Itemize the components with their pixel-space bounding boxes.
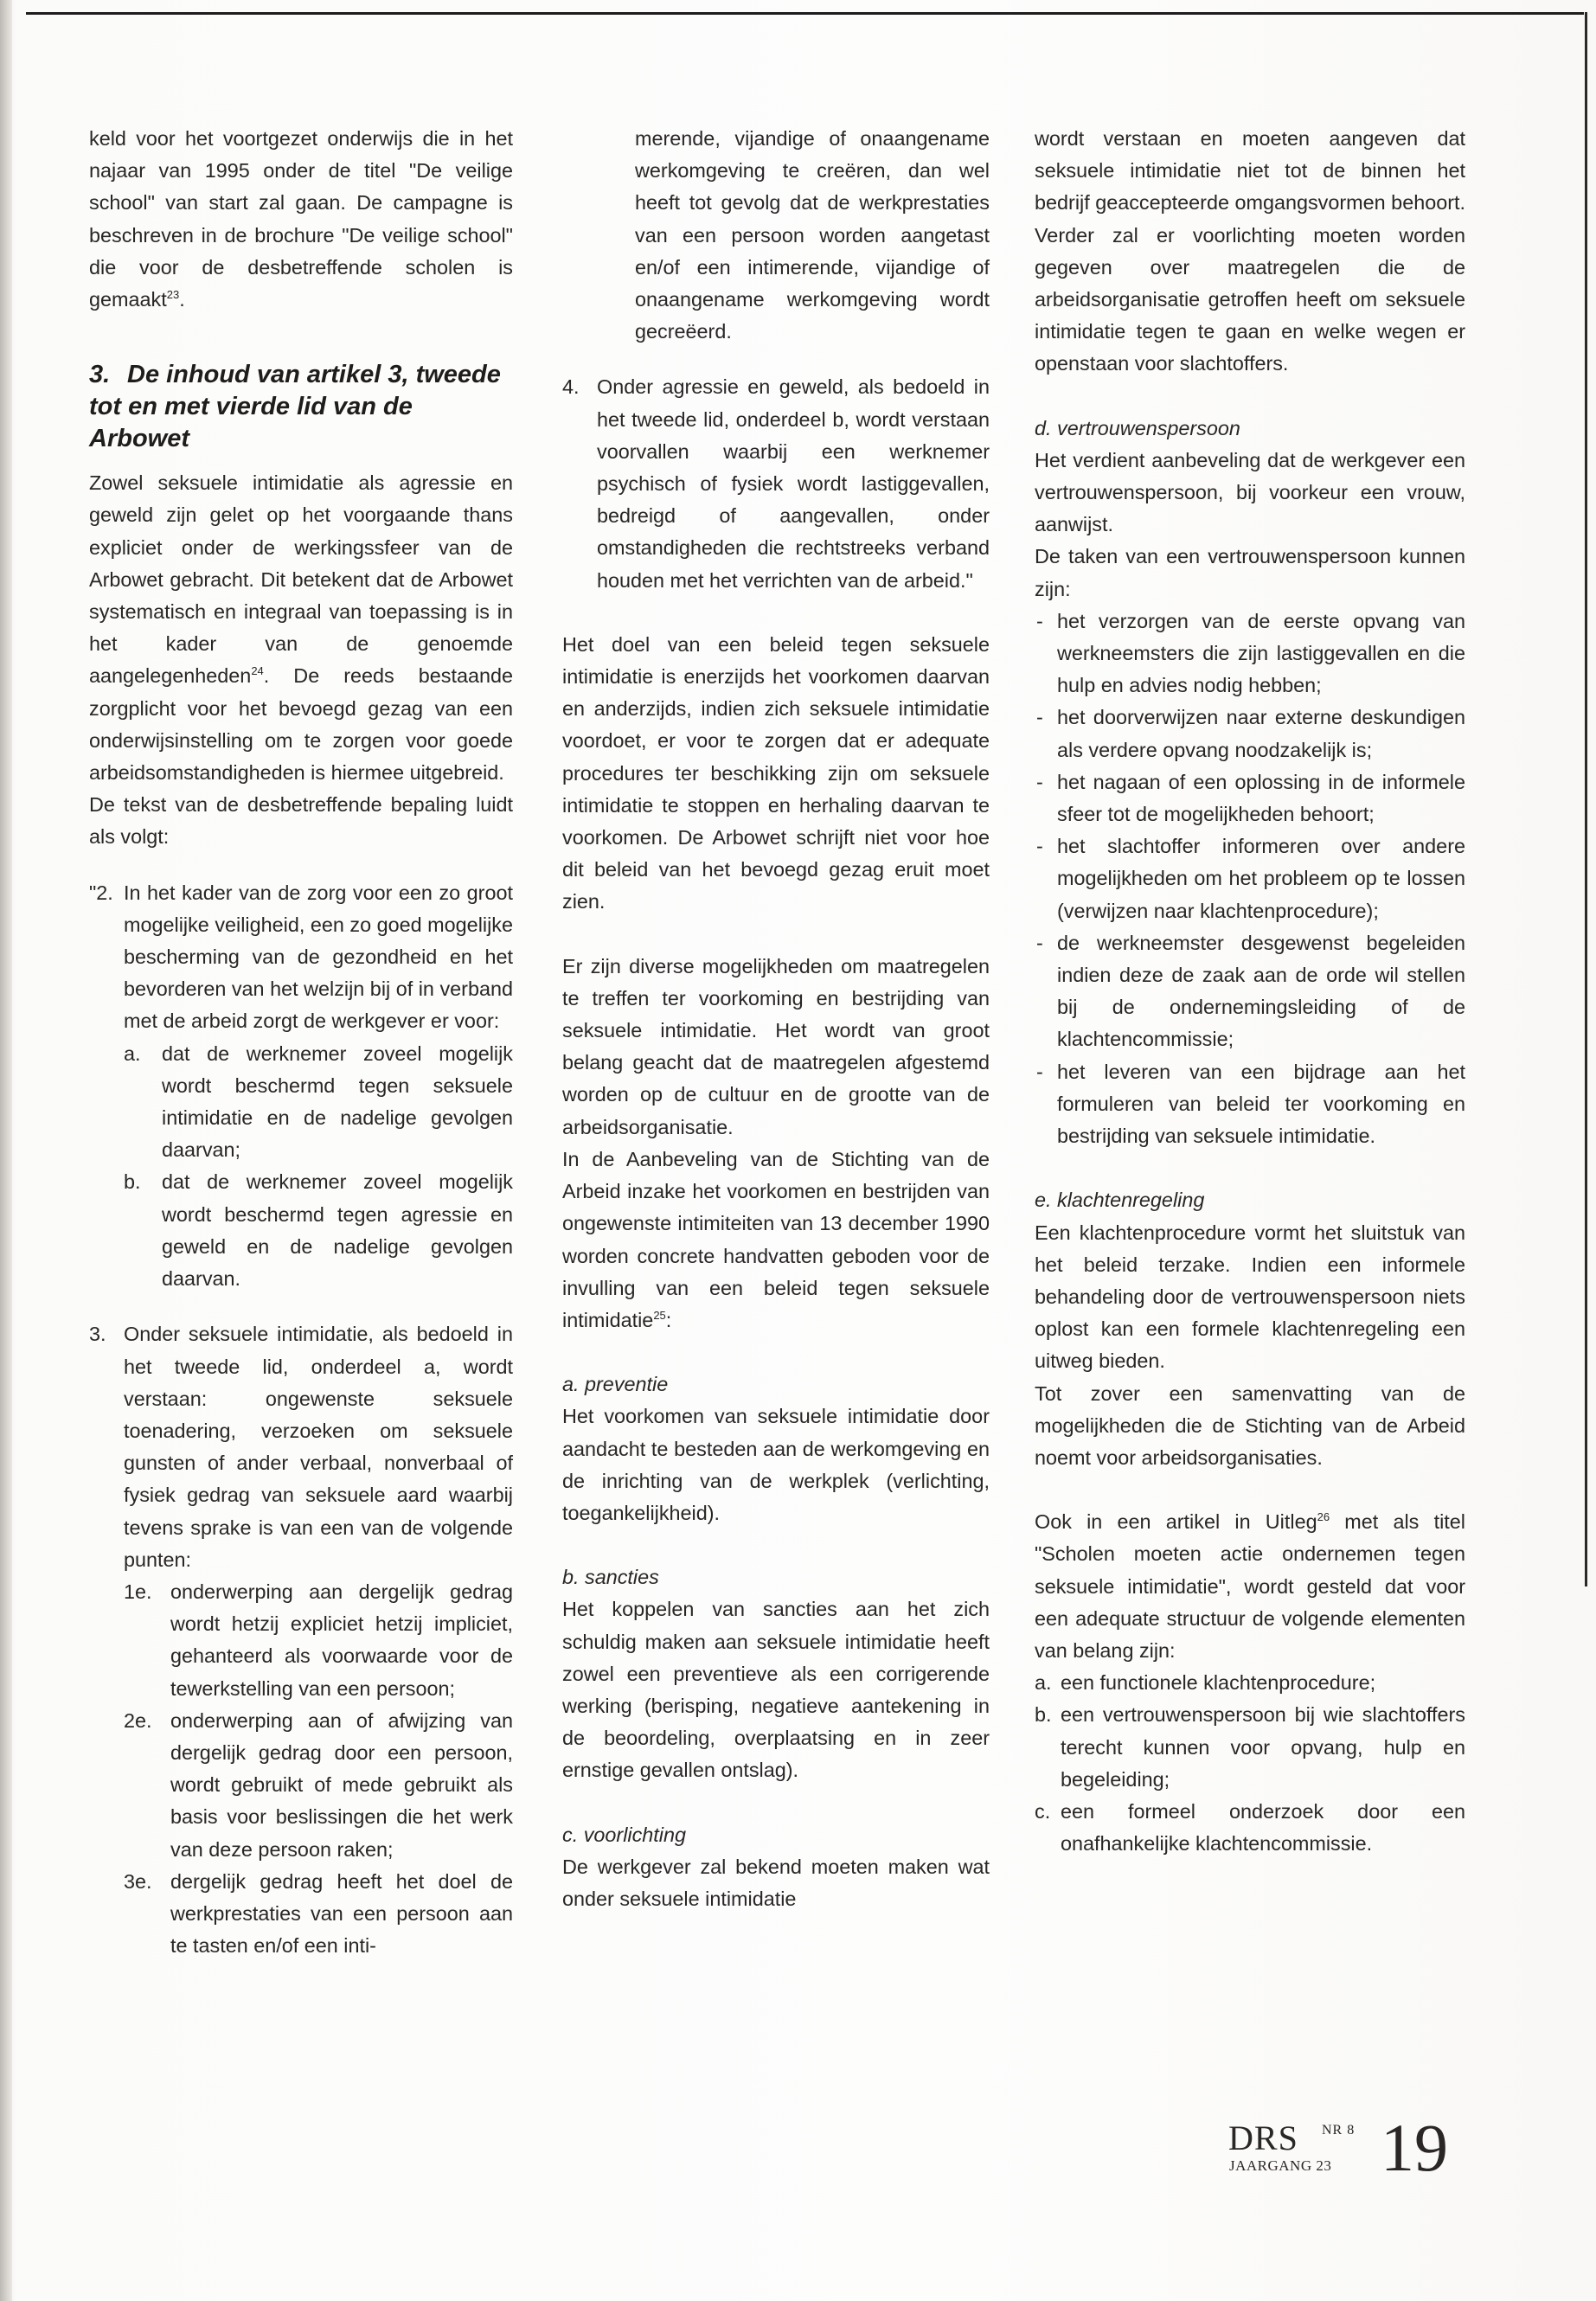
quote-subitem-1e: 1e. onderwerping aan dergelijk gedrag wordt hetzij expliciet hetzij impliciet, gehanteerd als voorwaarde voor de tewerkstelling van een persoon;: [124, 1580, 513, 1700]
list-item: - het slachtoffer informeren over andere mogelijkheden om het probleem op te lossen (verwijzen naar klachtenprocedure);: [1036, 835, 1465, 922]
column-3: [1035, 123, 1465, 1860]
quote-item-4: 4. Onder agressie en geweld, als bedoeld in het tweede lid, onderdeel b, wordt verstaan voorvallen waarbij een werknemer psychisch of fysiek wordt lastiggevallen, bedreigd of aangevallen, onder omstandigheden die rechtstreeks verband houden met het verrichten van de arbeid.": [562, 375, 990, 592]
list-item: a. een functionele klachtenprocedure;: [1035, 1671, 1376, 1695]
subheading-sancties: b. sancties: [562, 1566, 659, 1589]
list-item: - het nagaan of een oplossing in de informele sfeer tot de mogelijkheden behoort;: [1036, 770, 1465, 826]
quote-item-2: "2. In het kader van de zorg voor een zo groot mogelijke veiligheid, een zo goed mogelijke bescherming van de gezondheid en het bevorderen van het welzijn bij of in verband met de arbeid zorgt de werkgever er voor:: [89, 881, 513, 1033]
page-footer: [1228, 2110, 1488, 2187]
paragraph: Het verdient aanbeveling dat de werkgever een vertrouwenspersoon, bij voorkeur een vrouw, aanwijst.: [1035, 448, 1465, 536]
paragraph: De tekst van de desbetreffende bepaling luidt als volgt:: [89, 793, 513, 849]
subheading-preventie: a. preventie: [562, 1373, 669, 1396]
quote-continuation: merende, vijandige of onaangename werkomgeving te creëren, dan wel heeft tot gevolg dat de werkprestaties van een persoon worden aangetast en/of een intimerende, vijandige of onaangename werkomgeving wordt gecreëerd.: [635, 127, 990, 343]
page-number: 19: [1381, 2110, 1448, 2185]
paragraph: Zowel seksuele intimidatie als agressie en geweld zijn gelet op het voorgaande thans expliciet onder de werkingssfeer van de Arbowet gebracht. Dit betekent dat de Arbowet systematisch en integraal van toepassing is in het kader van de genoemde aangelegenheden$^{24}$. De reeds bestaande zorgplicht voor het bevoegd gezag van een onderwijsinstelling om te zorgen voor goede arbeidsomstandigheden is hiermee uitgebreid.: [89, 471, 513, 785]
paragraph: In de Aanbeveling van de Stichting van de Arbeid inzake het voorkomen en bestrijden van ongewenste intimiteiten van 13 december 1990 worden concrete handvatten geboden voor de invulling van een beleid tegen seksuele intimidatie$^{25}$:: [562, 1147, 990, 1331]
list-item: b. een vertrouwenspersoon bij wie slachtoffers terecht kunnen voor opvang, hulp en begeleiding;: [1035, 1703, 1465, 1791]
top-border-line: [26, 12, 1584, 15]
list-item: - het verzorgen van de eerste opvang van werkneemsters die zijn lastiggevallen en die hulp en advies nodig hebben;: [1036, 609, 1465, 697]
paragraph: Het koppelen van sancties aan het zich schuldig maken aan seksuele intimidatie heeft zowel een preventieve als een corrigerende werking (berisping, negatieve aantekening in de beoordeling, overplaatsing en in zeer ernstige gevallen ontslag).: [562, 1598, 990, 1782]
list-item: - het leveren van een bijdrage aan het formuleren van beleid ter voorkoming en bestrijding van seksuele intimidatie.: [1036, 1060, 1465, 1148]
paragraph: Tot zover een samenvatting van de mogelijkheden die de Stichting van de Arbeid noemt voor arbeidsorganisaties.: [1035, 1381, 1465, 1469]
list-item: - het doorverwijzen naar externe deskundigen als verdere opvang noodzakelijk is;: [1036, 706, 1465, 761]
paragraph: De werkgever zal bekend moeten maken wat onder seksuele intimidatie: [562, 1855, 990, 1910]
quote-subitem-a: a. dat de werknemer zoveel mogelijk wordt beschermd tegen seksuele intimidatie en de nadelige gevolgen daarvan;: [124, 1042, 513, 1162]
elements-list: [1035, 1667, 1465, 1860]
paragraph: Een klachtenprocedure vormt het sluitstuk van het beleid terzake. Indien een informele behandeling door de vertrouwenspersoon niets oplost kan een formele klachtenregeling een uitweg bieden.: [1035, 1221, 1465, 1373]
quote-subitem-3e: 3e. dergelijk gedrag heeft het doel de werkprestaties van een persoon aan te tasten en/of een inti-: [124, 1869, 513, 1958]
subheading-klachtenregeling: e. klachtenregeling: [1035, 1189, 1205, 1212]
quote-item-3: 3. Onder seksuele intimidatie, als bedoeld in het tweede lid, onderdeel a, wordt verstaan: ongewenste seksuele toenadering, verzoeken om seksuele gunsten of ander verbaal, nonverbaal of fysiek gedrag van seksuele aard waarbij tevens sprake is van een van de volgende punten:: [89, 1323, 513, 1571]
quote-subitem-b: b. dat de werknemer zoveel mogelijk wordt beschermd tegen agressie en geweld en de nadelige gevolgen daarvan.: [124, 1170, 513, 1291]
footnote-ref-23[interactable]: 23: [166, 288, 180, 302]
quote-subitem-2e: 2e. onderwerping aan of afwijzing van dergelijk gedrag door een persoon, wordt gebruikt of mede gebruikt als basis voor beslissingen die het werk van deze persoon raken;: [124, 1708, 513, 1861]
paragraph: Ook in een artikel in Uitleg$^{26}$ met als titel "Scholen moeten actie ondernemen tegen seksuele intimidatie", wordt gesteld dat voor een adequate structuur de volgende elementen van belang zijn:: [1035, 1510, 1465, 1662]
subheading-vertrouwenspersoon: d. vertrouwenspersoon: [1035, 416, 1240, 439]
paragraph: Het voorkomen van seksuele intimidatie door aandacht te besteden aan de werkomgeving en de inrichting van de werkplek (verlichting, toegankelijkheid).: [562, 1405, 990, 1524]
magazine-title: DRS: [1228, 2118, 1298, 2157]
footnote-ref-26[interactable]: 26: [1317, 1510, 1330, 1524]
intro-paragraph: keld voor het voortgezet onderwijs die in het najaar van 1995 onder de titel "De veilige school" van start zal gaan. De campagne is beschreven in de brochure "De veilige school" die voor de desbetreffende scholen is gemaakt$^{23}$.: [89, 127, 513, 311]
right-border-line: [1585, 12, 1587, 1586]
volume-label: JAARGANG 23: [1229, 2157, 1332, 2174]
issue-number: NR 8: [1322, 2123, 1356, 2138]
paragraph: Het doel van een beleid tegen seksuele intimidatie is enerzijds het voorkomen daarvan en anderzijds, indien zich seksuele intimidatie voordoet, er voor te zorgen dat er adequate procedures ter beschikking zijn om seksuele intimidatie te stoppen en herhaling daarvan te voorkomen. De Arbowet schrijft niet voor hoe dit beleid van het bevoegd gezag eruit moet zien.: [562, 632, 990, 913]
paragraph: De taken van een vertrouwenspersoon kunnen zijn:: [1035, 545, 1465, 600]
paragraph: Er zijn diverse mogelijkheden om maatregelen te treffen ter voorkoming en bestrijding van seksuele intimidatie. Het wordt van groot belang geacht dat de maatregelen afgestemd worden op de cultuur en de grootte van de arbeidsorganisatie.: [562, 954, 990, 1138]
task-list: [1035, 606, 1465, 1152]
column-1: [89, 123, 513, 1962]
list-item: - de werkneemster desgewenst begeleiden indien deze de zaak aan de orde wil stellen bij de ondernemingsleiding of de klachtencommissie;: [1036, 931, 1465, 1051]
list-item: c. een formeel onderzoek door een onafhankelijke klachtencommissie.: [1035, 1799, 1465, 1856]
subheading-voorlichting: c. voorlichting: [562, 1823, 687, 1846]
binding-shadow: [0, 0, 12, 2301]
column-2: [562, 123, 990, 1915]
section-heading-3: 3. De inhoud van artikel 3, tweede tot en met vierde lid van de Arbowet: [89, 361, 501, 453]
footnote-ref-24[interactable]: 24: [251, 664, 264, 678]
footnote-ref-25[interactable]: 25: [653, 1309, 666, 1323]
paragraph: wordt verstaan en moeten aangeven dat seksuele intimidatie niet tot de binnen het bedrijf geaccepteerde omgangsvormen behoort. Verder zal er voorlichting moeten worden gegeven over maatregelen die de arbeidsorganisatie getroffen heeft om seksuele intimidatie tegen te gaan en welke wegen er openstaan voor slachtoffers.: [1035, 127, 1466, 375]
